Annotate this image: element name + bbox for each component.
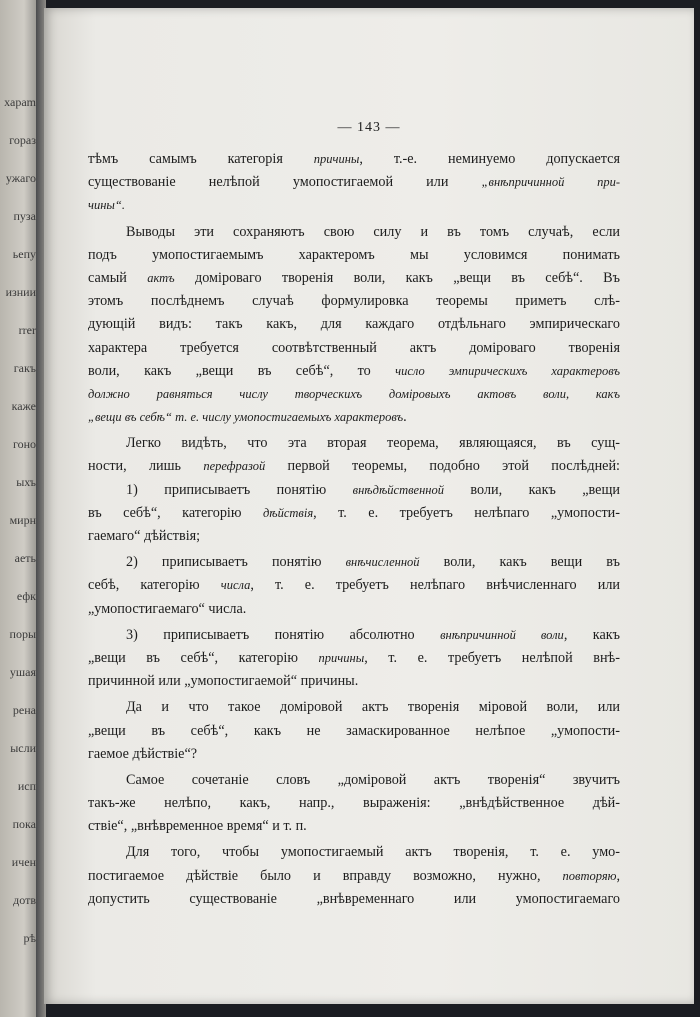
text-segment: , т. е. требуетъ нелѣпаго внѣчисленнаго или — [250, 577, 620, 594]
italic-segment: причины — [318, 650, 365, 665]
italic-segment: число эмпирическихъ характеровъ — [395, 363, 620, 378]
text-segment: доміроваго творенія воли, какъ „вещи въ себѣ“. Въ — [174, 269, 620, 286]
italic-segment: должно равняться числу творческихъ доміровыхъ актовъ воли, какъ — [88, 386, 620, 401]
text-line — [88, 574, 620, 597]
text-segment: дующій видъ: такъ какъ, для каждаго отдѣльнаго эмпирическаго — [88, 316, 620, 333]
text-segment: гаемаго“ дѣйствія; — [88, 528, 201, 544]
text-segment: , какъ — [563, 626, 620, 643]
text-line — [88, 244, 620, 267]
text-line — [88, 194, 620, 217]
facing-page-fragment: дотв — [13, 893, 36, 907]
text-segment: воли, какъ „вещи въ себѣ“, то — [88, 362, 396, 379]
text-line — [88, 360, 620, 383]
text-line — [88, 624, 620, 647]
italic-segment: актъ — [147, 270, 175, 285]
text-segment: , т.-е. неминуемо допускается — [359, 151, 620, 167]
facing-page-fragment: пока — [12, 817, 36, 831]
facing-page-fragment: ужаго — [5, 171, 36, 185]
book-page — [44, 8, 694, 1004]
text-segment: первой теоремы, подобно этой послѣдней: — [265, 458, 620, 475]
facing-page-fragment: аеть — [14, 551, 36, 565]
text-segment: Самое сочетаніе словъ „доміровой актъ творенія“ звучитъ — [126, 771, 620, 788]
text-segment: „вещи въ себѣ“, категорію — [88, 649, 319, 666]
italic-segment: чины“. — [88, 198, 125, 213]
facing-page-edge — [0, 0, 40, 1017]
text-segment: тѣмъ самымъ категорія — [88, 151, 314, 167]
facing-page-fragment: ефк — [16, 589, 36, 603]
facing-page-fragment: рена — [12, 703, 36, 717]
facing-page-fragment: гораз — [9, 133, 36, 147]
facing-page-fragment: ичен — [11, 855, 36, 869]
text-segment: ности, лишь — [88, 458, 204, 475]
text-segment: , т. е. требуетъ нелѣпаго „умопости- — [313, 504, 620, 521]
body-text — [88, 148, 620, 911]
facing-page-fragment: гакъ — [13, 361, 36, 375]
text-segment: Для того, чтобы умопостигаемый актъ творенія, т. е. умо- — [126, 844, 620, 861]
text-line — [88, 455, 620, 478]
facing-page-fragment: каже — [11, 399, 36, 413]
text-line — [88, 221, 620, 244]
text-line — [88, 720, 620, 743]
text-line — [88, 815, 620, 838]
text-segment: характера требуется соотвѣтственный актъ доміроваго творенія — [88, 339, 620, 356]
text-line — [88, 406, 620, 429]
text-segment: такъ-же нелѣпо, какъ, напр., выраженія: „внѣдѣйственное дѣй- — [88, 795, 620, 812]
facing-page-fragment: ушая — [9, 665, 36, 679]
italic-segment: „внѣпричинной при- — [481, 175, 620, 190]
text-line — [88, 148, 620, 171]
italic-segment: числа — [220, 578, 251, 593]
facing-page-fragment: мирн — [9, 513, 36, 527]
text-segment: существованіе нелѣпой умопостигаемой или — [88, 174, 482, 191]
text-line — [88, 598, 620, 621]
text-line — [88, 313, 620, 336]
text-line — [88, 290, 620, 313]
text-segment: подъ умопостигаемымъ характеромъ мы условимся понимать — [88, 246, 620, 263]
text-line — [88, 525, 620, 548]
text-line — [88, 888, 620, 911]
text-segment: причинной или „умопостигаемой“ причины. — [88, 673, 359, 690]
facing-page-fragment: поры — [9, 627, 36, 641]
text-line — [88, 479, 620, 502]
text-line — [88, 841, 620, 864]
italic-segment: внѣдѣйственной — [352, 482, 444, 497]
text-segment: себѣ, категорію — [88, 577, 221, 594]
text-line — [88, 792, 620, 815]
italic-segment: перефразой — [203, 459, 266, 474]
italic-segment: повторяю — [562, 868, 617, 883]
text-segment: „умопостигаемаго“ числа. — [88, 600, 247, 617]
text-line — [88, 502, 620, 525]
text-segment: Да и что такое доміровой актъ творенія міровой воли, или — [126, 699, 620, 716]
text-segment: 3) приписываетъ понятію абсолютно — [126, 626, 441, 643]
facing-page-fragment: гоно — [12, 437, 36, 451]
italic-segment: дѣйствія — [262, 505, 314, 520]
text-segment: воли, какъ „вещи — [443, 481, 620, 498]
text-segment: воли, какъ вещи въ — [419, 554, 620, 571]
text-segment: Легко видѣть, что эта вторая теорема, являющаяся, въ сущ- — [126, 435, 620, 452]
facing-page-fragment: ыхъ — [16, 475, 36, 489]
text-line — [88, 551, 620, 574]
text-segment: , — [616, 867, 620, 884]
text-segment: этомъ послѣднемъ случаѣ формулировка теоремы приметъ слѣ- — [88, 293, 620, 310]
text-segment: , т. е. требуетъ нелѣпой внѣ- — [364, 649, 620, 666]
text-segment: постигаемое дѣйствіе было и вправду возможно, нужно, — [88, 867, 563, 884]
page-number: — 143 — — [337, 120, 401, 135]
text-line — [88, 647, 620, 670]
text-line — [88, 267, 620, 290]
text-segment: Выводы эти сохраняютъ свою силу и въ томъ случаѣ, если — [126, 223, 620, 240]
facing-page-fragment: хараm — [4, 95, 36, 109]
text-segment: самый — [88, 269, 148, 286]
text-line — [88, 696, 620, 719]
facing-page-fragment: ысли — [10, 741, 36, 755]
text-segment: въ себѣ“, категорію — [88, 504, 263, 521]
text-line — [88, 743, 620, 766]
text-segment: „вещи въ себѣ“, какъ не замаскированное нелѣпое „умопости- — [88, 722, 620, 739]
facing-page-fragment: рѣ — [23, 931, 36, 945]
facing-page-fragment: исп — [17, 779, 36, 793]
text-line — [88, 432, 620, 455]
text-segment: ствіе“, „внѣвременное время“ и т. п. — [88, 818, 307, 835]
text-segment: 2) приписываетъ понятію — [126, 554, 346, 571]
text-line — [88, 337, 620, 360]
italic-segment: внѣчисленной — [345, 555, 420, 570]
facing-page-fragment: rrer — [18, 323, 36, 337]
text-segment: . — [403, 409, 407, 426]
italic-segment: „вещи въ себѣ“ т. е. числу умопостигаемыхъ характеровъ — [88, 410, 404, 425]
text-line — [88, 769, 620, 792]
italic-segment: внѣпричинной воли — [440, 627, 564, 642]
text-line — [88, 865, 620, 888]
text-segment: гаемое дѣйствіе“? — [88, 745, 198, 762]
facing-page-fragment: ьепу — [12, 247, 36, 261]
facing-page-fragment: пуза — [13, 209, 36, 223]
text-line — [88, 171, 620, 194]
text-line — [88, 383, 620, 406]
facing-page-fragment: изнии — [5, 285, 36, 299]
text-segment: 1) приписываетъ понятію — [126, 481, 353, 498]
italic-segment: причины — [313, 152, 360, 166]
text-line — [88, 670, 620, 693]
text-segment: допустить существованіе „внѣвременнаго или умопостигаемаго — [88, 890, 620, 907]
